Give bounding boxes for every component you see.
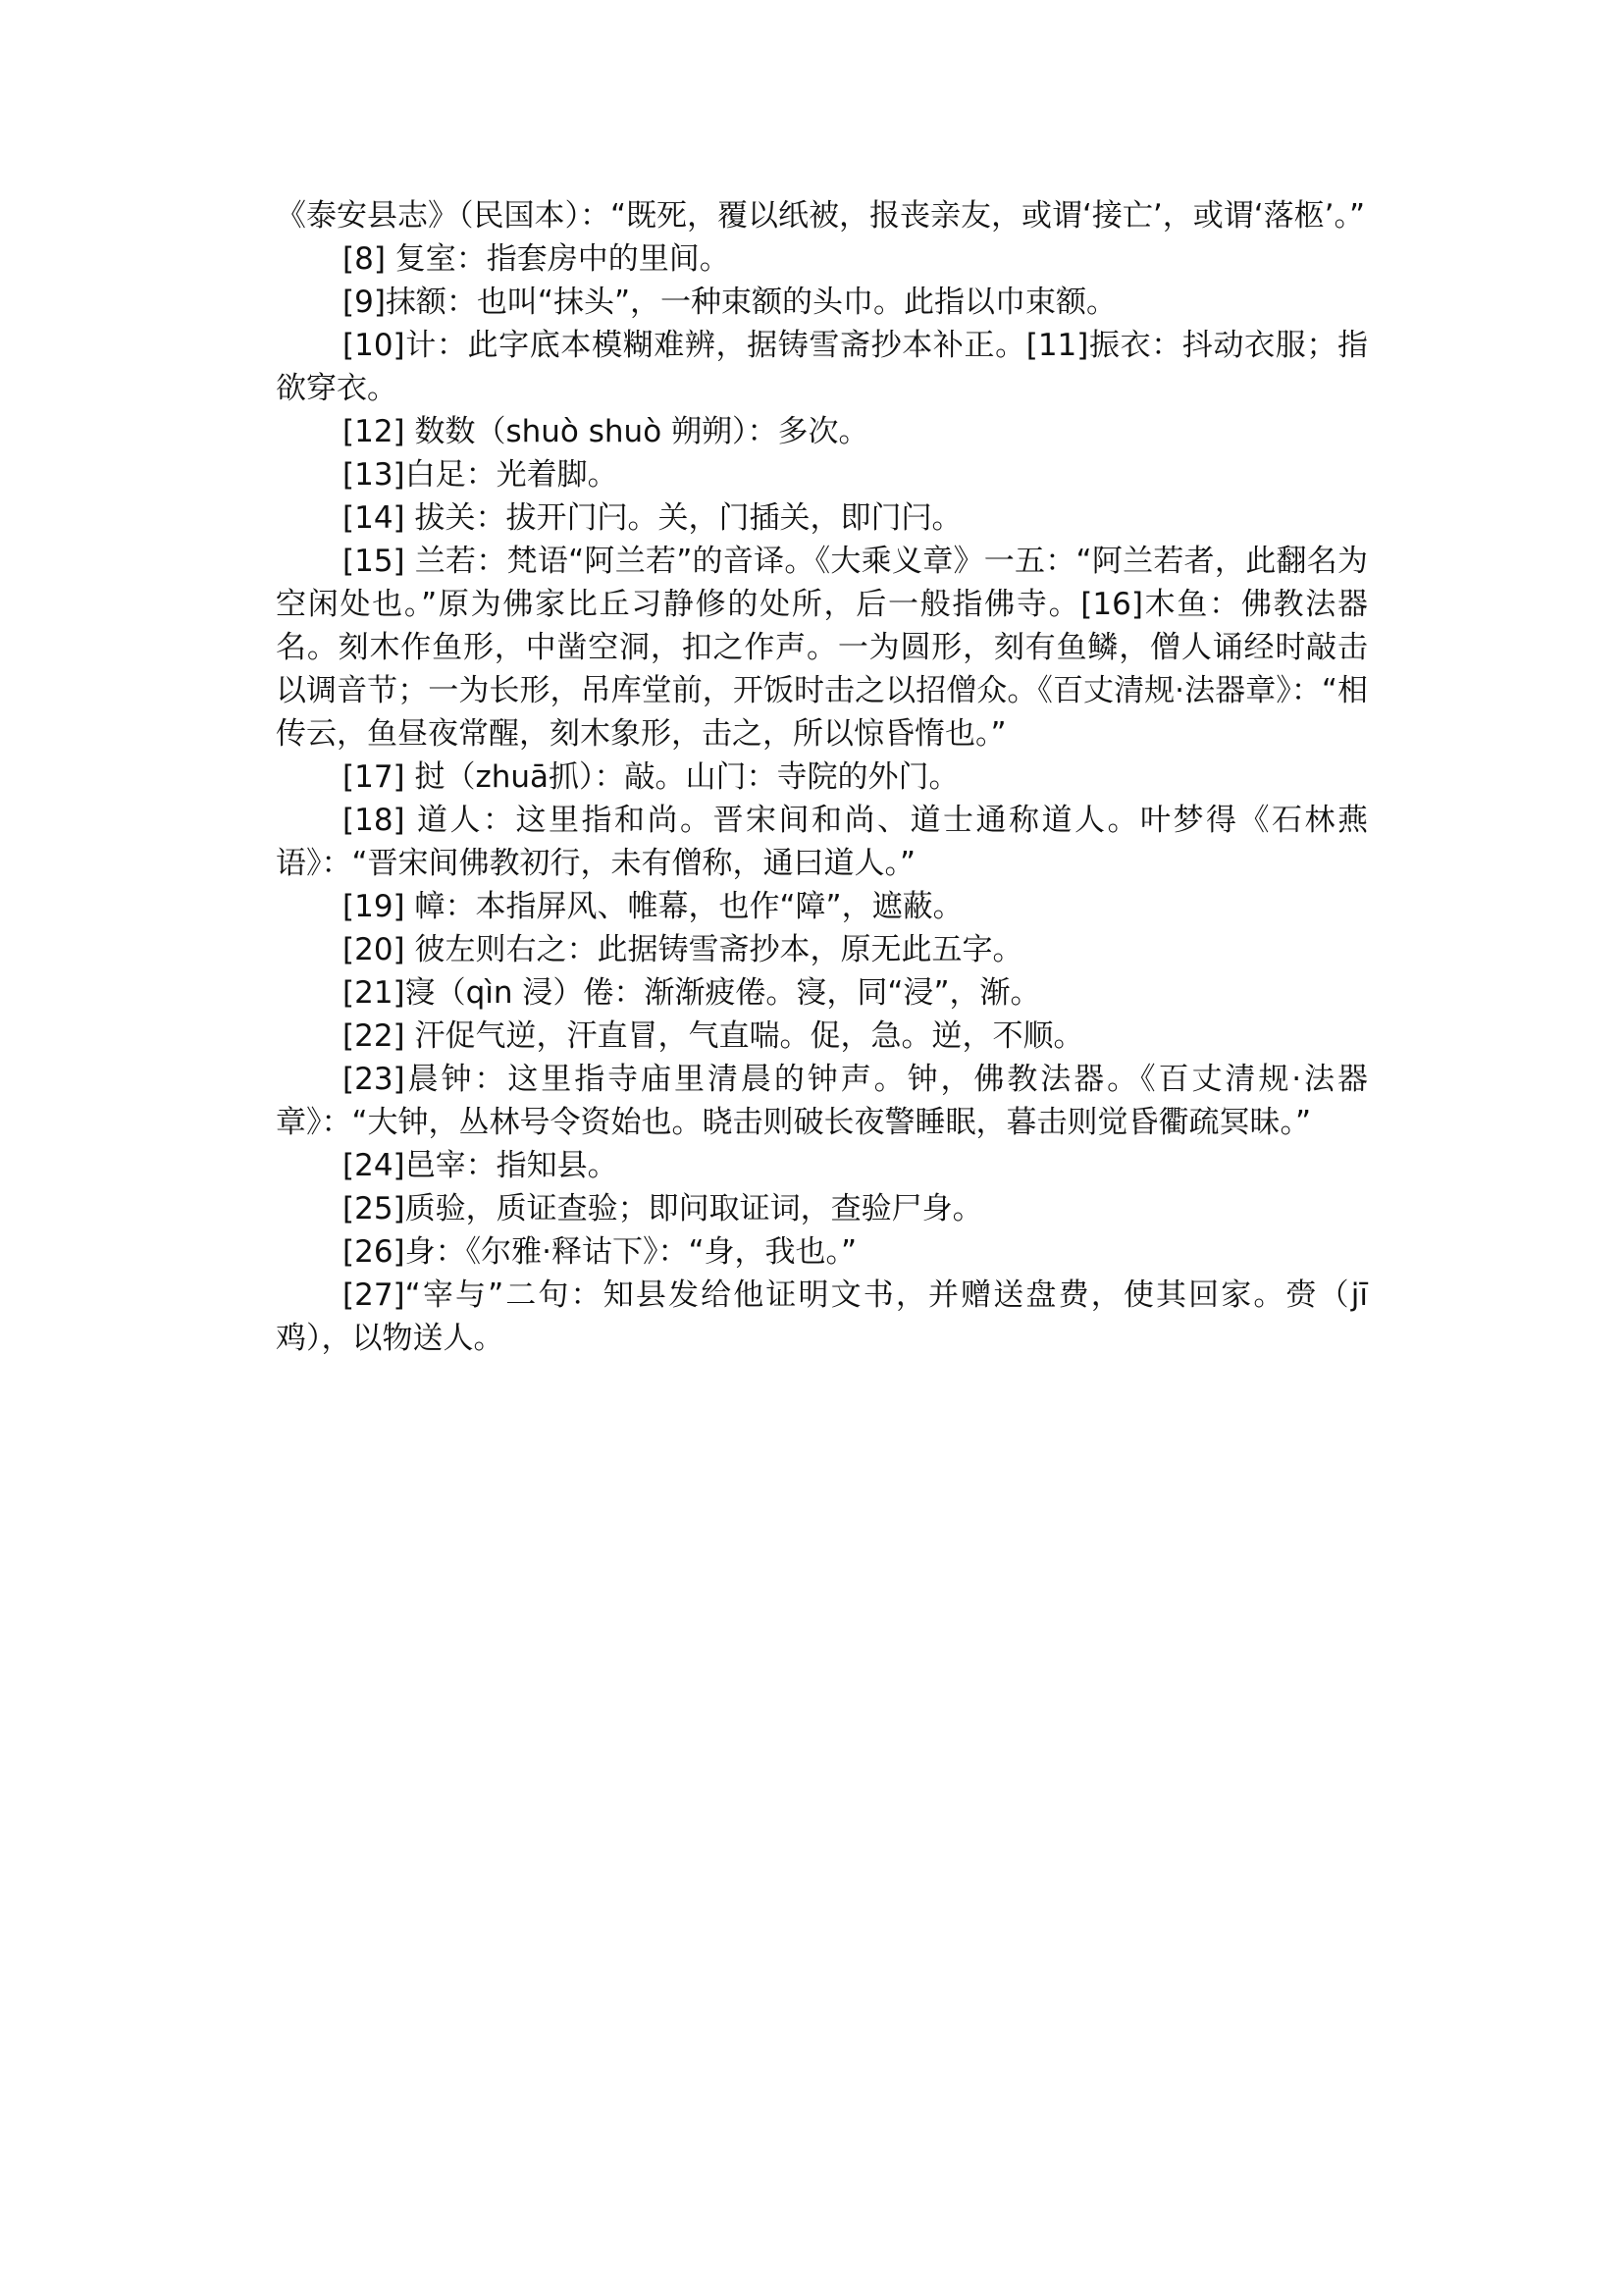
note-15-16: [15] 兰若：梵语“阿兰若”的音译。《大乘义章》一五：“阿兰若者，此翻名为空闲处也。”原为佛家比丘习静修的处所，后一般指佛寺。[16]木鱼：佛教法器名。刻木作鱼形，中凿空洞，扣之作声。一为圆形，刻有鱼鳞，僧人诵经时敲击以调音节；一为长形，吊库堂前，开饭时击之以招僧众。《百丈清规·法器章》：“相传云，鱼昼夜常醒，刻木象形，击之，所以惊昏惰也。” <box>276 544 1368 752</box>
note-12: [12] 数数（shuò shuò 朔朔）：多次。 <box>342 414 869 449</box>
note-26: [26]身：《尔雅·释诂下》：“身，我也。” <box>342 1234 858 1270</box>
note-8: [8] 复室：指套房中的里间。 <box>342 241 730 277</box>
note-9: [9]抹额：也叫“抹头”，一种束额的头巾。此指以巾束额。 <box>342 285 1118 320</box>
note-21: [21]寖（qìn 浸）倦：渐渐疲倦。寖，同“浸”，渐。 <box>342 975 1041 1011</box>
note-22: [22] 汗促气逆，汗直冒，气直喘。促，急。逆，不顺。 <box>342 1018 1084 1054</box>
note-14: [14] 拔关：拔开门闩。关，门插关，即门闩。 <box>342 500 963 536</box>
note-25: [25]质验，质证查验；即问取证词，查验尸身。 <box>342 1191 983 1226</box>
note-paragraph-continuation: 《泰安县志》（民国本）：“既死，覆以纸被，报丧亲友，或谓‘接亡’，或谓‘落柩’。” <box>276 198 1366 234</box>
note-19: [19] 幛：本指屏风、帷幕，也作“障”，遮蔽。 <box>342 889 964 924</box>
note-27: [27]“宰与”二句：知县发给他证明文书，并赠送盘费，使其回家。赍（jī鸡），以物送人。 <box>276 1277 1368 1356</box>
note-24: [24]邑宰：指知县。 <box>342 1148 618 1183</box>
note-18: [18] 道人：这里指和尚。晋宋间和尚、道士通称道人。叶梦得《石林燕语》：“晋宋间佛教初行，未有僧称，通曰道人。” <box>276 803 1368 881</box>
note-20: [20] 彼左则右之：此据铸雪斋抄本，原无此五字。 <box>342 932 1023 967</box>
document-page <box>276 194 1368 1360</box>
note-10-11: [10]计：此字底本模糊难辨，据铸雪斋抄本补正。[11]振衣：抖动衣服；指欲穿衣。 <box>276 328 1368 406</box>
note-23: [23]晨钟：这里指寺庙里清晨的钟声。钟，佛教法器。《百丈清规·法器章》：“大钟，丛林号令资始也。晓击则破长夜警睡眠，暮击则觉昏衢疏冥昧。” <box>276 1062 1368 1140</box>
note-17: [17] 挝（zhuā抓）：敲。山门：寺院的外门。 <box>342 759 960 795</box>
note-13: [13]白足：光着脚。 <box>342 457 618 493</box>
